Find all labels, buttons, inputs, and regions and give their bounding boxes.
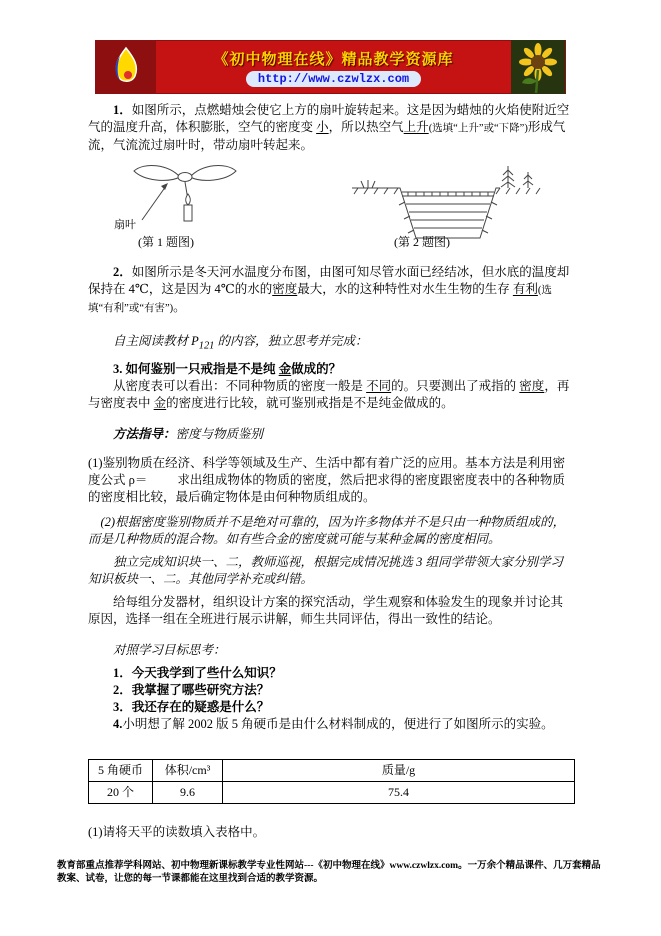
q3-text-2: 做成的？ bbox=[291, 361, 342, 376]
q2-text-1: 如图所示是冬天河水温度分布图，由图可知尽管水面已经结冰，但水底的温度却保持在 4℃，这是因为 4℃的水的 bbox=[88, 265, 570, 296]
page-subscript: 121 bbox=[198, 340, 215, 352]
coin-experiment-table bbox=[88, 759, 575, 804]
paragraph-method-1 bbox=[88, 455, 575, 506]
table-cell-mass: 75.4 bbox=[223, 781, 575, 803]
q1-blank-answer-1: 小 bbox=[316, 120, 329, 134]
paragraph-q2 bbox=[88, 264, 575, 317]
paragraph-activity-2: 给每组分发器材，组织设计方案的探究活动，学生观察和体验发生的现象并讨论其原因，选择一组在全班进行展示讲解，师生共同评估，得出一致性的结论。 bbox=[88, 594, 564, 626]
a3-text-1: 从密度表可以看出：不同种物质的密度一般是 bbox=[113, 378, 367, 393]
paragraph-q3 bbox=[88, 361, 575, 378]
a3-text-2: 的。只要测出了戒指的 bbox=[391, 378, 520, 393]
site-banner bbox=[95, 40, 566, 94]
table-header-volume: 体积/cm³ bbox=[153, 759, 223, 781]
paragraph-method-heading bbox=[88, 426, 575, 443]
a3-blank-answer-2: 密度 bbox=[519, 378, 545, 393]
paragraph-reflect-heading: 对照学习目标思考： bbox=[113, 642, 226, 657]
method-title: 密度与物质鉴别 bbox=[175, 426, 264, 441]
item4-number: 4. bbox=[113, 716, 123, 731]
q2-blank-answer-2: 有利 bbox=[512, 282, 538, 296]
q3-text-1: 如何鉴别一只戒指是不是纯 bbox=[122, 361, 279, 376]
reflect-item-2: 2．我掌握了哪些研究方法？ bbox=[113, 682, 270, 697]
table-header-mass: 质量/g bbox=[223, 759, 575, 781]
a3-text-4: 的密度进行比较，就可鉴别戒指是不是纯金做成的。 bbox=[166, 395, 454, 410]
paragraph-method-2: (2)根据密度鉴别物质并不是绝对可靠的，因为许多物体并不是只由一种物质组成的，而是几种物质的混合物。如有些合金的密度就可能与某种金属的密度相同。 bbox=[88, 514, 566, 546]
item4-text: 小明想了解 2002 版 5 角硬币是由什么材料制成的，便进行了如图所示的实验。 bbox=[122, 716, 554, 731]
q2-number: 2． bbox=[113, 265, 132, 279]
sunflower-image bbox=[511, 41, 565, 93]
figures-row bbox=[88, 158, 575, 254]
document-body bbox=[88, 102, 575, 841]
table-cell-volume: 9.6 bbox=[153, 781, 223, 803]
paragraph-activity-1: 独立完成知识块一、二，教师巡视，根据完成情况挑选 3 组同学带领大家分别学习知识板块一、二。其他同学补充或纠错。 bbox=[88, 554, 564, 586]
q2-hint-note: (选填“有利”或“有害”) bbox=[88, 285, 552, 314]
a3-blank-answer-1: 不同 bbox=[366, 378, 392, 393]
banner-center bbox=[156, 41, 511, 93]
q2-text-2: 最大，水的这种特性对水生生物的生存 bbox=[297, 282, 513, 296]
q2-blank-answer-1: 密度 bbox=[272, 282, 298, 296]
reflect-item-4 bbox=[88, 716, 575, 733]
river-temperature-figure bbox=[350, 158, 546, 244]
method1-text-2: 求出组成物体的物质的密度，然后把求得的密度跟密度表中的各种物质的密度相比较，最后确定物体是由何种物质组成的。 bbox=[88, 472, 565, 504]
paragraph-after-table: (1)请将天平的读数填入表格中。 bbox=[88, 824, 266, 839]
reading-text-1: 自主阅读教材 P bbox=[113, 334, 199, 348]
table-data-row bbox=[89, 781, 575, 803]
paragraph-q3-answer bbox=[88, 378, 575, 412]
method-label: 方法指导： bbox=[113, 426, 176, 441]
q1-text-3: 形成气流，气流流过扇叶时，带动扇叶转起来。 bbox=[88, 120, 566, 152]
reflect-item-1: 1．今天我学到了些什么知识？ bbox=[113, 665, 282, 680]
figure1-caption: (第 1 题图) bbox=[138, 235, 194, 249]
q1-hint-note: (选填“上升”或“下降”) bbox=[428, 123, 528, 134]
table-header-coin: 5 角硬币 bbox=[89, 759, 153, 781]
reading-text-2: 的内容，独立思考并完成： bbox=[214, 334, 368, 348]
site-logo-flame-icon bbox=[106, 46, 146, 88]
fan-blade-label: 扇叶 bbox=[114, 219, 136, 231]
page-footer: 教育部重点推荐学科网站、初中物理新课标教学专业性网站---《初中物理在线》www.czwlzx.com。一万余个精品课件、几万套精品教案、试卷，让您的每一节课都能在这里找到合适的教学资源。 bbox=[57, 861, 601, 884]
figure2-caption: (第 2 题图) bbox=[394, 235, 450, 249]
table-header-row bbox=[89, 759, 575, 781]
a3-text-3: ，再与密度表中 bbox=[88, 378, 570, 410]
q1-text-2: ，所以热空气 bbox=[328, 120, 404, 134]
q1-blank-answer-2: 上升 bbox=[403, 120, 429, 134]
method1-text-1: (1)鉴别物质在经济、科学等领域及生产、生活中都有着广泛的应用。基本方法是利用密度公式 ρ＝ bbox=[88, 455, 566, 487]
fan-candle-figure bbox=[106, 160, 266, 234]
banner-url-link[interactable]: http://www.czwlzx.com bbox=[246, 71, 421, 87]
q3-number: 3. bbox=[113, 361, 123, 376]
paragraph-q1 bbox=[88, 102, 575, 154]
reflect-item-3: 3．我还存在的疑惑是什么？ bbox=[113, 699, 270, 714]
q1-number: 1． bbox=[113, 103, 132, 117]
table-cell-count: 20 个 bbox=[89, 781, 153, 803]
site-logo bbox=[96, 41, 156, 93]
a3-blank-answer-3: 金 bbox=[153, 395, 167, 410]
q1-text-1: 如图所示，点燃蜡烛会使它上方的扇叶旋转起来。这是因为蜡烛的火焰使附近空气的温度升高，体积膨胀，空气的密度变 bbox=[88, 103, 570, 134]
q2-text-3: 。 bbox=[173, 300, 186, 314]
banner-title: 《初中物理在线》精品教学资源库 bbox=[213, 51, 454, 68]
sunflower-icon bbox=[511, 40, 565, 94]
q3-blank-answer: 金 bbox=[278, 361, 292, 376]
paragraph-self-reading bbox=[88, 333, 575, 355]
